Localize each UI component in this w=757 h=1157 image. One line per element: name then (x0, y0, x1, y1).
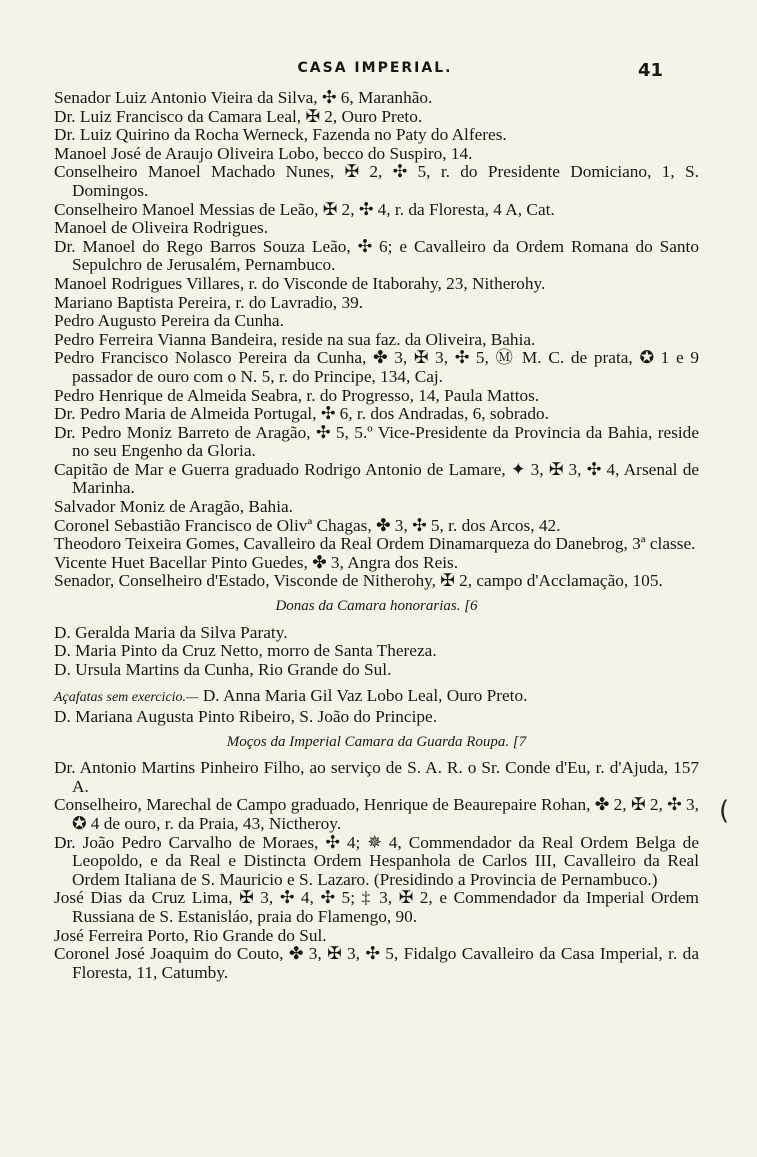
page-body (54, 89, 699, 982)
list-item: Mariano Baptista Pereira, r. do Lavradio, 39. (54, 292, 364, 312)
list-item: Manoel de Oliveira Rodrigues. (54, 218, 269, 238)
list-item: Salvador Moniz de Aragão, Bahia. (54, 497, 293, 517)
list-item: D. Mariana Augusta Pinto Ribeiro, S. João do Principe. (54, 707, 438, 726)
list-item: Dr. Pedro Moniz Barreto de Aragão, ✣ 5, 5.º Vice-Presidente da Provincia da Bahia, reside no seu Engenho da Gloria. (54, 422, 699, 461)
list-item: D. Geralda Maria da Silva Paraty. (54, 622, 288, 642)
list-item: Senador Luiz Antonio Vieira da Silva, ✣ 6, Maranhão. (54, 88, 433, 107)
entry-list-a (54, 89, 699, 591)
list-item: Manoel José de Araujo Oliveira Lobo, becco do Suspiro, 14. (54, 143, 473, 163)
list-item: Dr. Luiz Quirino da Rocha Werneck, Fazenda no Paty do Alferes. (54, 125, 507, 145)
acafatas-label: Açafatas sem exercicio.— (54, 690, 199, 706)
list-item: Senador, Conselheiro d'Estado, Visconde de Nitherohy, ✠ 2, campo d'Acclamação, 105. (54, 571, 663, 591)
list-item: José Ferreira Porto, Rio Grande do Sul. (54, 925, 327, 945)
list-item: Conselheiro Manoel Messias de Leão, ✠ 2, ✣ 4, r. da Floresta, 4 A, Cat. (54, 199, 555, 219)
page-number: 41 (638, 60, 664, 81)
list-item: Pedro Francisco Nolasco Pereira da Cunha, ✤ 3, ✠ 3, ✣ 5, Ⓜ M. C. de prata, ✪ 1 e 9 passador de ouro com o N. 5, r. do Principe, 134, Caj. (54, 348, 699, 386)
page-header (0, 60, 757, 86)
list-item: Dr. Antonio Martins Pinheiro Filho, ao serviço de S. A. R. o Sr. Conde d'Eu, r. d'Ajuda, 157 A. (54, 758, 699, 796)
list-item: Conselheiro Manoel Machado Nunes, ✠ 2, ✣ 5, r. do Presidente Domiciano, 1, S. Domingos. (54, 162, 699, 200)
list-item: Dr. Luiz Francisco da Camara Leal, ✠ 2, Ouro Preto. (54, 106, 423, 126)
list-item: Dr. Pedro Maria de Almeida Portugal, ✣ 6, r. dos Andradas, 6, sobrado. (54, 404, 549, 424)
acafatas-text: D. Anna Maria Gil Vaz Lobo Leal, Ouro Preto. (202, 686, 528, 706)
running-title: CASA IMPERIAL. (297, 60, 453, 76)
list-item: Dr. João Pedro Carvalho de Moraes, ✣ 4; ✵ 4, Commendador da Real Ordem Belga de Leopoldo, e da Real e Distincta Ordem Hespanhola de Carlos III, Cavalleiro da Real Ordem Italiana de S. Mauricio e S. Lazaro. (Presidindo a Provincia de Pernambuco.) (54, 832, 699, 889)
list-item: D. Ursula Martins da Cunha, Rio Grande do Sul. (54, 659, 392, 679)
list-item: Capitão de Mar e Guerra graduado Rodrigo Antonio de Lamare, ✦ 3, ✠ 3, ✣ 4, Arsenal de Marinha. (54, 459, 699, 498)
acafatas-entry (54, 687, 699, 708)
list-item: Pedro Henrique de Almeida Seabra, r. do Progresso, 14, Paula Mattos. (54, 385, 540, 405)
list-item: Coronel Sebastião Francisco de Olivª Chagas, ✤ 3, ✣ 5, r. dos Arcos, 42. (54, 515, 561, 535)
list-item: Vicente Huet Bacellar Pinto Guedes, ✤ 3, Angra dos Reis. (54, 552, 459, 572)
list-item: Manoel Rodrigues Villares, r. do Visconde de Itaborahy, 23, Nitherohy. (54, 273, 546, 293)
list-item: Dr. Manoel do Rego Barros Souza Leão, ✣ 6; e Cavalleiro da Ordem Romana do Santo Sepulchro de Jerusalém, Pernambuco. (54, 236, 699, 275)
list-item: Pedro Ferreira Vianna Bandeira, reside na sua faz. da Oliveira, Bahia. (54, 329, 536, 349)
list-item: D. Maria Pinto da Cruz Netto, morro de Santa Thereza. (54, 641, 437, 661)
list-item: Theodoro Teixeira Gomes, Cavalleiro da Real Ordem Dinamarqueza do Danebrog, 3ª classe. (54, 534, 696, 554)
margin-mark: ( (719, 796, 730, 826)
entry-list-b (54, 624, 699, 680)
list-item: Coronel José Joaquim do Couto, ✤ 3, ✠ 3, ✣ 5, Fidalgo Cavalleiro da Casa Imperial, r. da Floresta, 11, Catumby. (54, 944, 699, 982)
list-item: José Dias da Cruz Lima, ✠ 3, ✣ 4, ✣ 5; ‡ 3, ✠ 2, e Commendador da Imperial Ordem Russiana de S. Estanisláo, praia do Flamengo, 90. (54, 888, 699, 926)
section-heading-mocos: Moços da Imperial Camara da Guarda Roupa. [7 (226, 733, 527, 750)
list-item: Conselheiro, Marechal de Campo graduado, Henrique de Beaurepaire Rohan, ✤ 2, ✠ 2, ✣ 3, ✪ 4 de ouro, r. da Praia, 43, Nictheroy. (54, 795, 699, 833)
section-heading-donas: Donas da Camara honorarias. [6 (275, 598, 478, 615)
entry-list-d (54, 759, 699, 982)
list-item: Pedro Augusto Pereira da Cunha. (54, 311, 284, 331)
